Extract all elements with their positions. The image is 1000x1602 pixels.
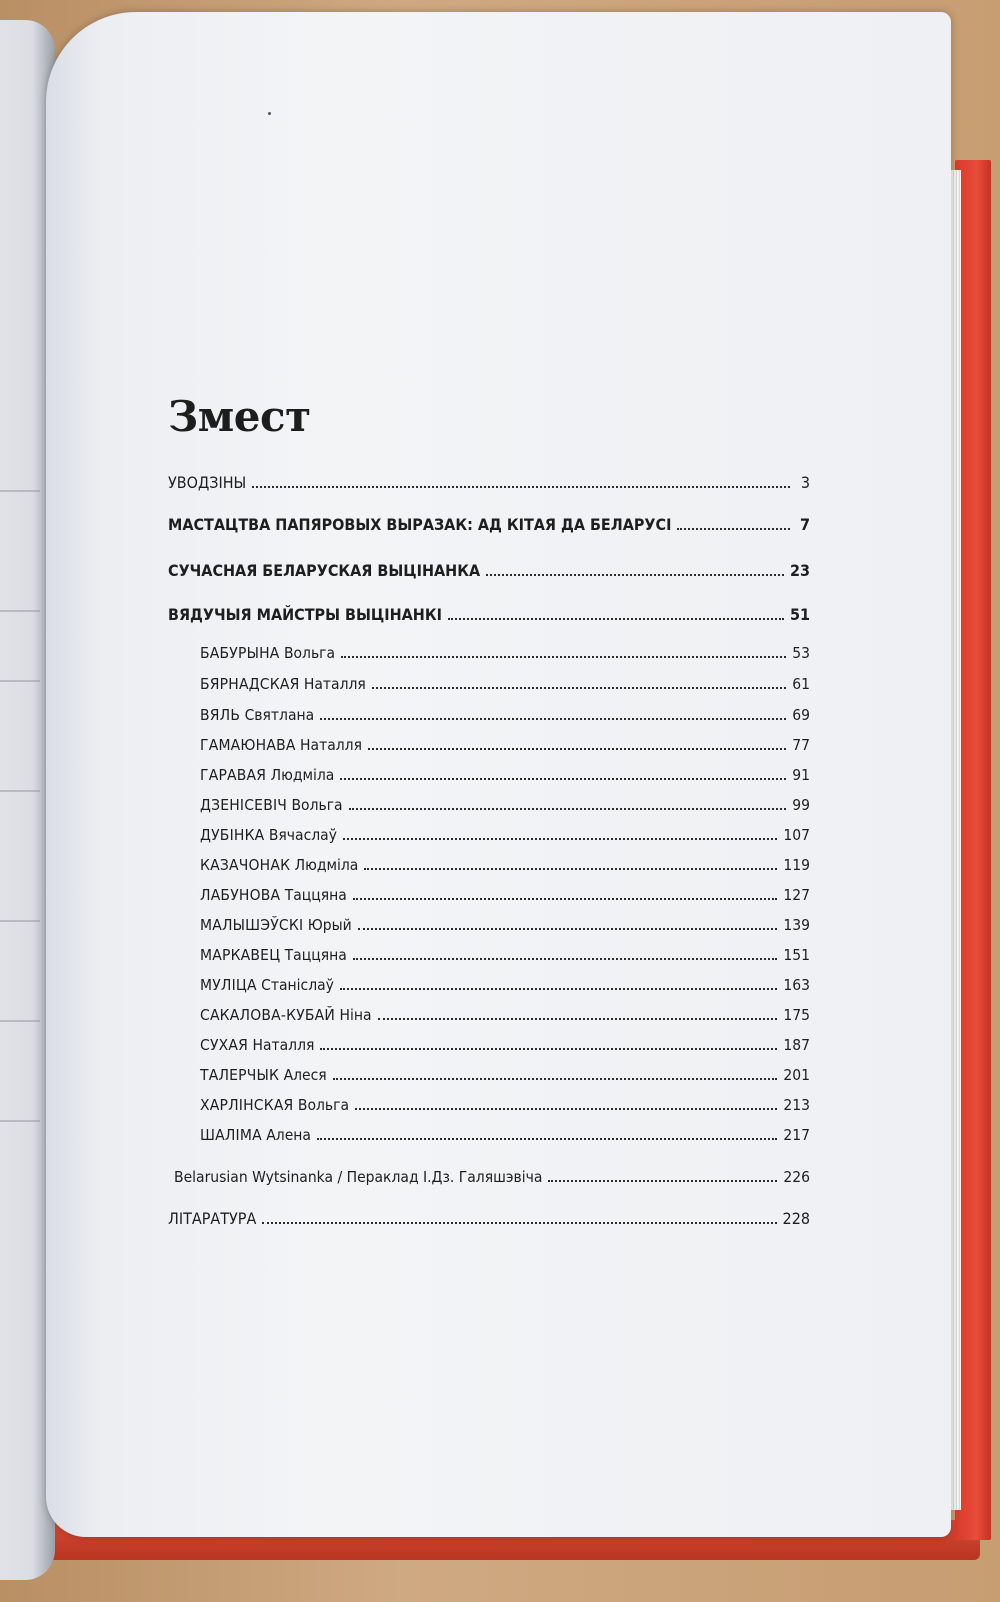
author-surname: ШАЛІМА: [200, 1126, 262, 1144]
previous-page-text-line: [0, 610, 40, 612]
author-first-name: Таццяна: [284, 946, 347, 964]
toc-entry-author: [200, 1036, 314, 1054]
author-surname: КАЗАЧОНАК: [200, 856, 291, 874]
toc-page-number: 127: [783, 886, 810, 904]
toc-page-number: 3: [800, 473, 810, 492]
toc-entry-author: [200, 946, 347, 964]
toc-entry-author: [200, 706, 314, 724]
author-surname: ВЯЛЬ: [200, 706, 241, 724]
toc-entry: [200, 700, 810, 724]
dot-leader: [341, 656, 786, 658]
author-surname: МУЛІЦА: [200, 976, 257, 994]
toc-entry: [168, 556, 810, 580]
previous-page-text-line: [0, 1120, 40, 1122]
toc-page-number: 228: [782, 1209, 810, 1228]
toc-entry-author: [200, 736, 362, 754]
toc-entry-author: [200, 644, 335, 662]
author-first-name: Наталля: [303, 675, 366, 693]
toc-page-number: 187: [783, 1036, 810, 1054]
toc-entry-author: [200, 1096, 349, 1114]
dot-leader: [364, 868, 777, 870]
previous-page-text-line: [0, 920, 40, 922]
dot-leader: [353, 898, 778, 900]
dust-speck: [268, 112, 271, 115]
toc-entry: [200, 1030, 810, 1054]
toc-entry-author: [200, 1066, 327, 1084]
author-first-name: Ніна: [339, 1006, 372, 1024]
toc-entry: [200, 790, 810, 814]
toc-entry-label: УВОДЗІНЫ: [168, 473, 247, 492]
toc-entry: [200, 820, 810, 844]
previous-page-text-line: [0, 490, 40, 492]
toc-page-number: 213: [783, 1096, 810, 1114]
toc-page-number: 201: [783, 1066, 810, 1084]
toc-entry-label: СУЧАСНАЯ БЕЛАРУСКАЯ ВЫЦІНАНКА: [168, 561, 481, 580]
toc-page-number: 119: [783, 856, 810, 874]
toc-page-number: 61: [792, 675, 810, 693]
dot-leader: [486, 574, 784, 576]
page-title: Змест: [168, 392, 311, 441]
dot-leader: [343, 838, 777, 840]
dot-leader: [358, 928, 778, 930]
toc-entry-author: [200, 856, 358, 874]
toc-entry-author: [200, 886, 347, 904]
toc-entry-author: [200, 675, 366, 693]
toc-entry-author: [200, 766, 334, 784]
toc-page-number: 139: [783, 916, 810, 934]
toc-page-number: 175: [783, 1006, 810, 1024]
toc-page-number: 7: [799, 515, 810, 534]
toc-entry: [200, 669, 810, 693]
toc-page-number: 226: [783, 1168, 810, 1186]
toc-entry: [200, 850, 810, 874]
dot-leader: [372, 687, 786, 689]
toc-entry-author: [200, 826, 337, 844]
toc-entry: [200, 760, 810, 784]
author-first-name: Вячаслаў: [268, 826, 337, 844]
dot-leader: [349, 808, 787, 810]
toc-entry: [168, 600, 810, 624]
dot-leader: [368, 748, 786, 750]
author-surname: ЛАБУНОВА: [200, 886, 281, 904]
dot-leader: [333, 1078, 778, 1080]
previous-page-text-line: [0, 1020, 40, 1022]
toc-entry-author: [200, 796, 343, 814]
toc-entry: [168, 1204, 810, 1228]
author-surname: ХАРЛІНСКАЯ: [200, 1096, 294, 1114]
toc-entry: [200, 638, 810, 662]
toc-page-number: 53: [792, 644, 810, 662]
dot-leader: [252, 486, 790, 488]
dot-leader: [448, 618, 784, 620]
toc-page-number: 99: [792, 796, 810, 814]
toc-page-number: 91: [792, 766, 810, 784]
dot-leader: [317, 1138, 777, 1140]
author-first-name: Алеся: [283, 1066, 327, 1084]
author-first-name: Наталля: [252, 1036, 315, 1054]
toc-entry-author: [200, 916, 352, 934]
toc-page-number: 23: [789, 561, 810, 580]
toc-entry: [200, 880, 810, 904]
toc-entry: [200, 1060, 810, 1084]
author-surname: ГАМАЮНАВА: [200, 736, 296, 754]
author-surname: ГАРАВАЯ: [200, 766, 267, 784]
author-surname: ДЗЕНІСЕВІЧ: [200, 796, 288, 814]
author-first-name: Станіслаў: [261, 976, 334, 994]
toc-entry: [168, 510, 810, 534]
author-first-name: Людміла: [294, 856, 359, 874]
dot-leader: [353, 958, 778, 960]
author-surname: БАБУРЫНА: [200, 644, 280, 662]
author-surname: ТАЛЕРЧЫК: [200, 1066, 280, 1084]
toc-entry: [174, 1162, 810, 1186]
author-surname: ДУБІНКА: [200, 826, 265, 844]
toc-entry: [200, 730, 810, 754]
dot-leader: [262, 1222, 776, 1224]
toc-entry: [200, 1120, 810, 1144]
author-surname: СУХАЯ: [200, 1036, 249, 1054]
toc-page-number: 151: [783, 946, 810, 964]
toc-entry: [200, 1000, 810, 1024]
author-first-name: Вольга: [291, 796, 343, 814]
toc-entry: [200, 970, 810, 994]
toc-page-number: 77: [792, 736, 810, 754]
toc-page-number: 217: [783, 1126, 810, 1144]
author-first-name: Вольга: [283, 644, 336, 662]
previous-page-text-line: [0, 790, 40, 792]
dot-leader: [548, 1180, 777, 1182]
author-surname: МАРКАВЕЦ: [200, 946, 281, 964]
toc-entry: [168, 468, 810, 492]
dot-leader: [677, 528, 790, 530]
author-first-name: Людміла: [270, 766, 335, 784]
dot-leader: [340, 988, 777, 990]
author-first-name: Юрый: [307, 916, 352, 934]
toc-entry-label: Belarusian Wytsinanka / Пераклад І.Дз. Галяшэвіча: [174, 1168, 543, 1186]
dot-leader: [378, 1018, 778, 1020]
dot-leader: [340, 778, 786, 780]
toc-entry-label: ВЯДУЧЫЯ МАЙСТРЫ ВЫЦІНАНКІ: [168, 605, 442, 624]
toc-entry-label: МАСТАЦТВА ПАПЯРОВЫХ ВЫРАЗАК: АД КІТАЯ ДА БЕЛАРУСІ: [168, 515, 672, 534]
previous-page-text-line: [0, 680, 40, 682]
toc-entry: [200, 910, 810, 934]
dot-leader: [320, 1048, 777, 1050]
author-surname: БЯРНАДСКАЯ: [200, 675, 300, 693]
toc-entry-author: [200, 976, 334, 994]
author-surname: САКАЛОВА-КУБАЙ: [200, 1006, 336, 1024]
author-first-name: Вольга: [297, 1096, 349, 1114]
toc-page-number: 107: [783, 826, 810, 844]
toc-entry: [200, 940, 810, 964]
dot-leader: [355, 1108, 777, 1110]
author-first-name: Таццяна: [284, 886, 347, 904]
dot-leader: [320, 718, 786, 720]
toc-entry-label: ЛІТАРАТУРА: [168, 1209, 257, 1228]
author-first-name: Святлана: [244, 706, 315, 724]
toc-entry-author: [200, 1006, 372, 1024]
toc-page-number: 163: [783, 976, 810, 994]
author-first-name: Наталля: [300, 736, 362, 754]
author-surname: МАЛЫШЭЎСКІ: [200, 916, 304, 934]
toc-entry: [200, 1090, 810, 1114]
toc-entry-author: [200, 1126, 311, 1144]
author-first-name: Алена: [266, 1126, 311, 1144]
toc-page-number: 51: [789, 605, 810, 624]
toc-page-number: 69: [792, 706, 810, 724]
